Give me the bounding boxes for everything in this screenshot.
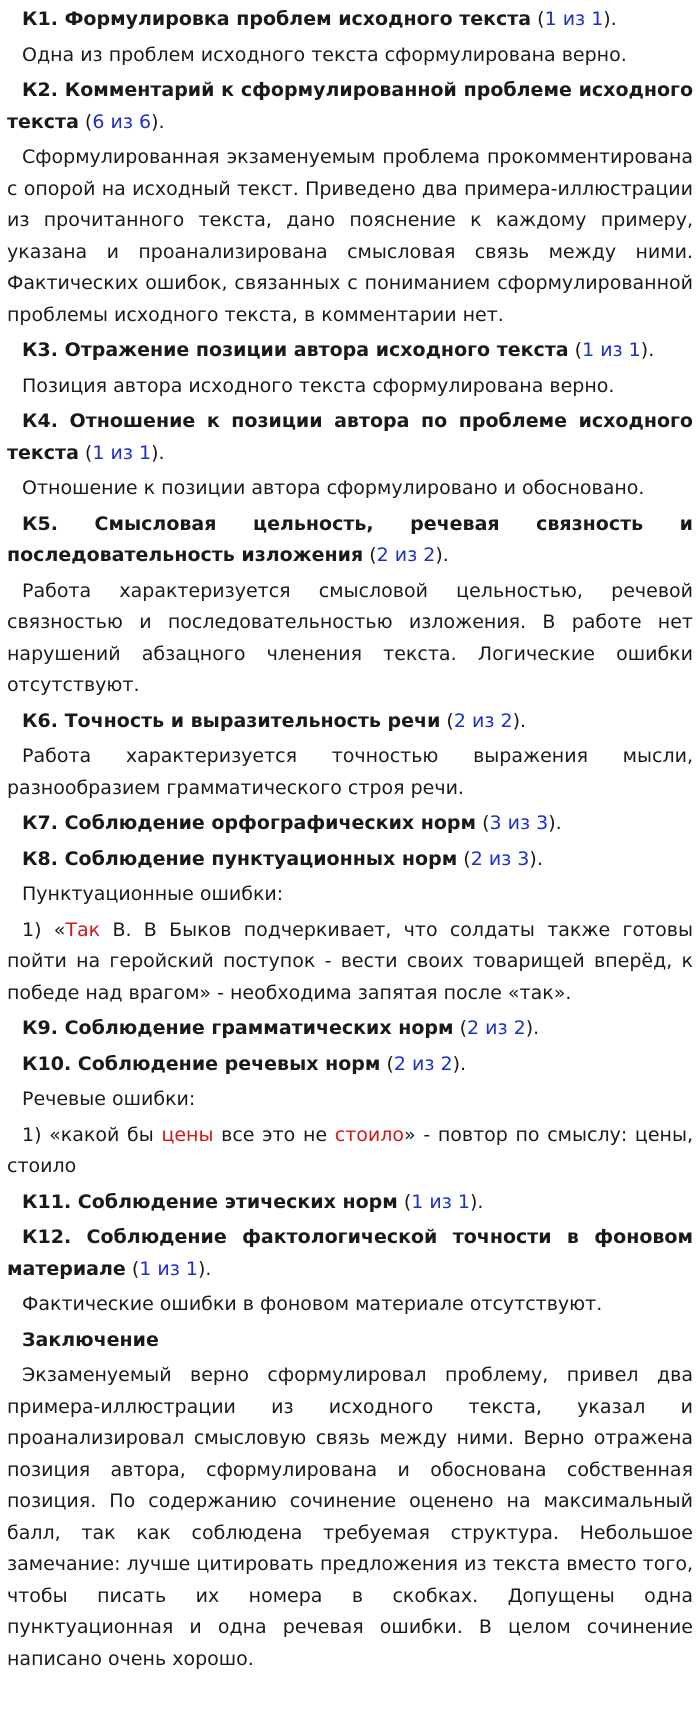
criterion-k11-heading: К11. Соблюдение этических норм (1 из 1). [22, 1190, 484, 1213]
error-middle: все это не [213, 1123, 335, 1146]
criterion-score: 2 из 2 [376, 544, 436, 566]
criterion-k10-heading: К10. Соблюдение речевых норм (2 из 2). [22, 1052, 467, 1075]
criterion-title: К2. Комментарий к сформулированной проблеме исходного текста [7, 79, 693, 133]
criterion-score: 3 из 3 [489, 812, 549, 834]
criterion-k1-comment: Одна из проблем исходного текста сформулирована верно. [22, 43, 627, 66]
error-highlight: Так [65, 918, 101, 941]
conclusion-text: Экзаменуемый верно сформулировал проблему, привел два примера-иллюстрации из исходного текста, указал и проанализировал смысловую связь между ними. Верно отражена позиция автора, сформулирована и обоснована собственная позиция. По содержанию сочинение оценено на максимальный балл, так как соблюдена требуемая структура. Небольшое замечание: лучше цитировать предложения из текста вместо того, чтобы писать их номера в скобках. Допущены одна пунктуационная и одна речевая ошибки. В целом сочинение написано очень хорошо. [7, 1364, 693, 1670]
criterion-k4-comment: Отношение к позиции автора сформулировано и обосновано. [22, 477, 645, 499]
error-text: В. В Быков подчеркивает, что солдаты также готовы пойти на геройский поступок - вести своих товарищей вперёд, к победе над врагом» - необходима запятая после «так». [7, 918, 693, 1004]
speech-errors-heading: Речевые ошибки: [22, 1088, 196, 1110]
criterion-title: К11. Соблюдение этических норм [22, 1190, 398, 1213]
criterion-score: 1 из 1 [544, 8, 604, 30]
criterion-title: К10. Соблюдение речевых норм [22, 1052, 381, 1075]
criterion-k2-heading: К2. Комментарий к сформулированной проблеме исходного текста (6 из 6). [7, 79, 693, 133]
error-highlight-1: цены [161, 1123, 214, 1146]
criterion-k2-comment: Сформулированная экзаменуемым проблема прокомментирована с опорой на исходный текст. Приведено два примера-иллюстрации из прочитанного текста, дано пояснение к каждому примеру, указана и проанализирована смысловая связь между ними. Фактических ошибок, связанных с пониманием сформулированной проблемы исходного текста, в комментарии нет. [7, 146, 693, 326]
criterion-score: 1 из 1 [582, 339, 641, 361]
criterion-k6-heading: К6. Точность и выразительность речи (2 из 2). [22, 709, 527, 732]
criterion-k6-comment: Работа характеризуется точностью выражения мысли, разнообразием грамматического строя речи. [7, 745, 693, 799]
criterion-score: 6 из 6 [92, 110, 152, 133]
error-prefix: 1) « [22, 918, 66, 941]
criterion-k3-heading: К3. Отражение позиции автора исходного текста (1 из 1). [22, 339, 655, 361]
criterion-k4-heading: К4. Отношение к позиции автора по проблеме исходного текста (1 из 1). [7, 410, 693, 464]
error-text: » - повтор по смыслу: цены, стоило [7, 1123, 694, 1177]
criterion-title: К6. Точность и выразительность речи [22, 709, 441, 732]
criterion-title: К9. Соблюдение грамматических норм [22, 1017, 454, 1039]
conclusion-title: Заключение [22, 1328, 159, 1351]
criterion-k7-heading: К7. Соблюдение орфографических норм (3 из 3). [22, 812, 562, 834]
punctuation-error-item [7, 915, 693, 1010]
criterion-title: К5. Смысловая цельность, речевая связность и последовательность изложения [7, 512, 693, 566]
criterion-score: 2 из 2 [393, 1052, 453, 1075]
criterion-k12-comment: Фактические ошибки в фоновом материале отсутствуют. [22, 1293, 603, 1315]
criterion-title: К4. Отношение к позиции автора по проблеме исходного текста [7, 410, 693, 464]
error-prefix: 1) «какой бы [22, 1123, 162, 1146]
criterion-score: 1 из 1 [139, 1257, 198, 1280]
criterion-k5-heading: К5. Смысловая цельность, речевая связность и последовательность изложения (2 из 2). [7, 512, 693, 566]
criterion-title: К12. Соблюдение фактологической точности в фоновом материале [7, 1226, 693, 1280]
criterion-title: К7. Соблюдение орфографических норм [22, 812, 477, 834]
criterion-score: 1 из 1 [411, 1190, 470, 1213]
criterion-k8-heading: К8. Соблюдение пунктуационных норм (2 из 3). [22, 847, 543, 870]
speech-error-item [7, 1120, 693, 1183]
criterion-k5-comment: Работа характеризуется смысловой цельностью, речевой связностью и последовательностью изложения. В работе нет нарушений абзацного членения текста. Логические ошибки отсутствуют. [7, 579, 693, 696]
criterion-score: 1 из 1 [92, 441, 152, 464]
criterion-title: К3. Отражение позиции автора исходного текста [22, 339, 569, 361]
error-highlight-2: стоило [334, 1123, 405, 1146]
criterion-k1-heading: К1. Формулировка проблем исходного текста (1 из 1). [22, 8, 617, 30]
criterion-score: 2 из 2 [453, 709, 513, 732]
criterion-k12-heading: К12. Соблюдение фактологической точности в фоновом материале (1 из 1). [7, 1226, 693, 1280]
criterion-title: К8. Соблюдение пунктуационных норм [22, 847, 458, 870]
punctuation-errors-heading: Пунктуационные ошибки: [22, 883, 284, 905]
criterion-score: 2 из 2 [467, 1017, 526, 1039]
criterion-score: 2 из 3 [470, 847, 530, 870]
criterion-k3-comment: Позиция автора исходного текста сформулирована верно. [22, 374, 615, 397]
criterion-k9-heading: К9. Соблюдение грамматических норм (2 из 2). [22, 1017, 540, 1039]
criterion-title: К1. Формулировка проблем исходного текста [22, 8, 532, 30]
